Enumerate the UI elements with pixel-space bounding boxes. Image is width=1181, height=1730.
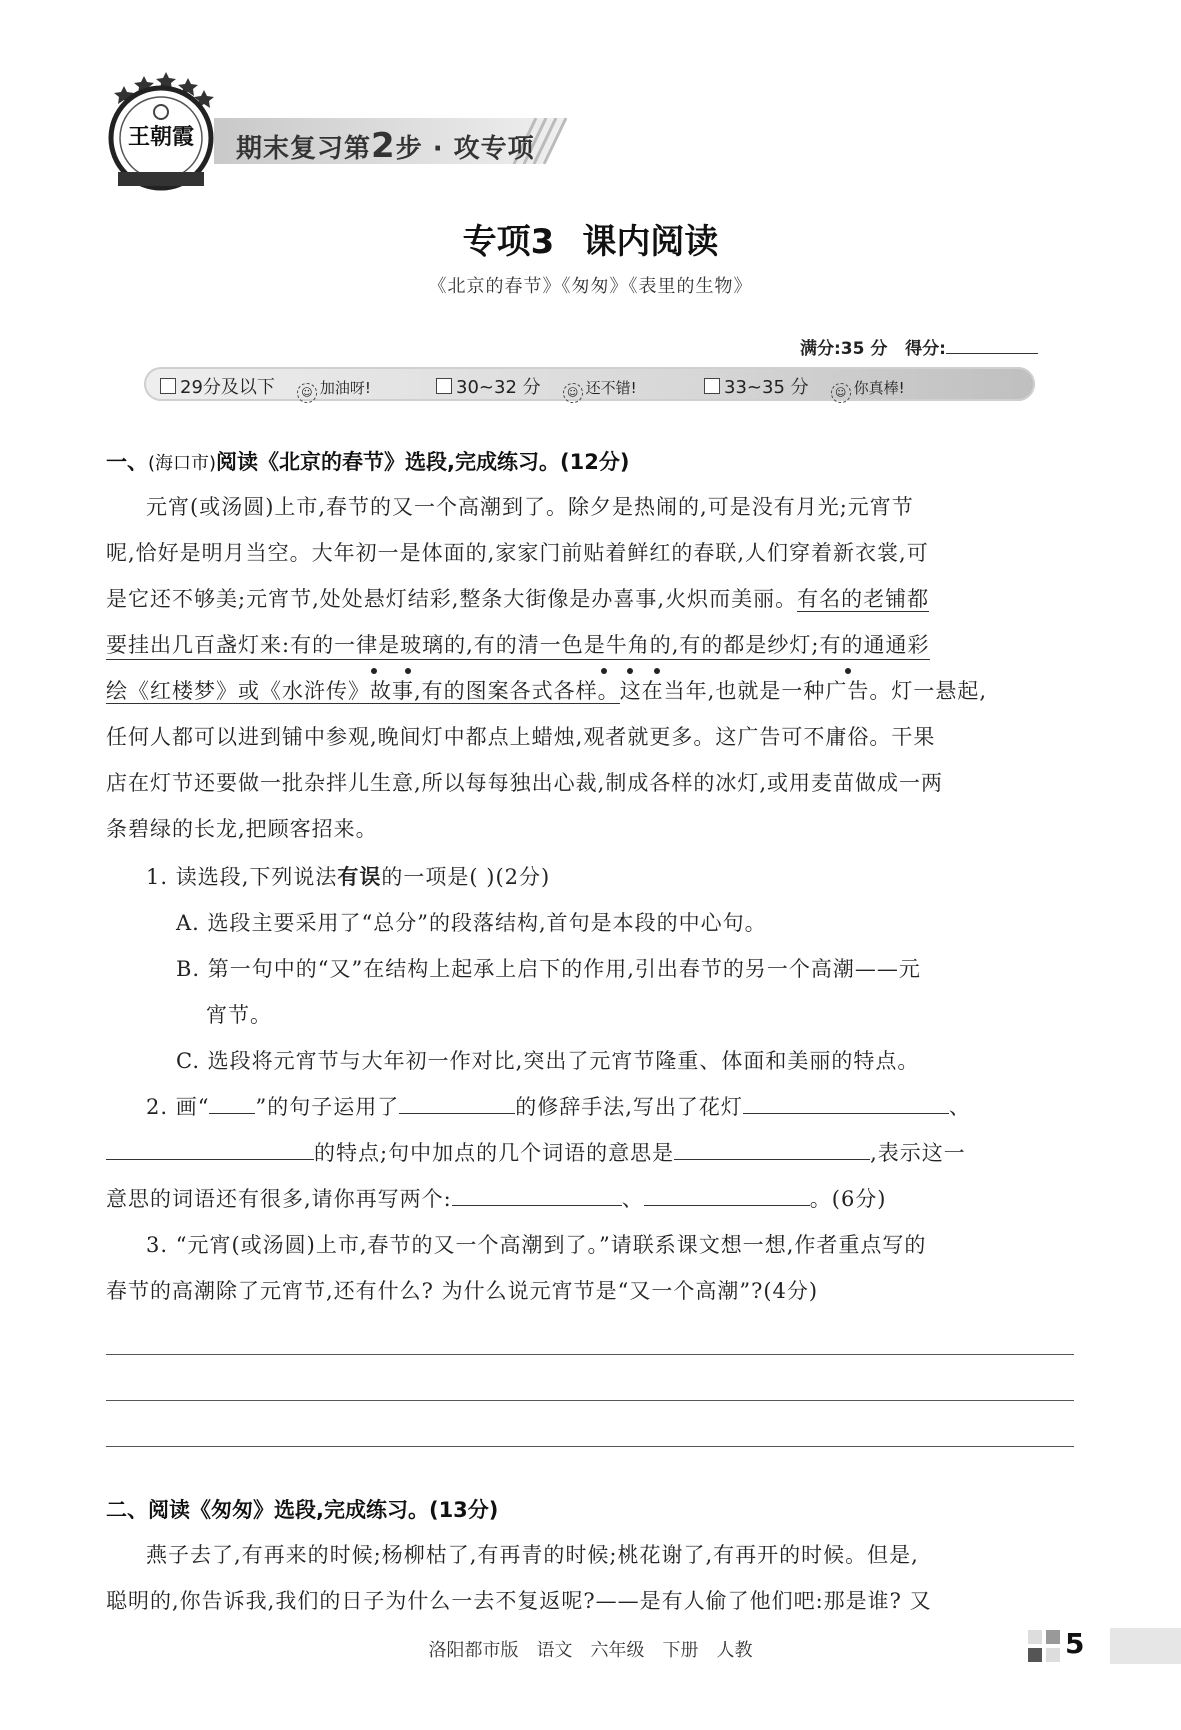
section-source: (海口市) bbox=[148, 453, 217, 474]
question-1 bbox=[146, 861, 550, 891]
brand-logo bbox=[104, 72, 218, 200]
question-text: 、 bbox=[948, 1095, 971, 1119]
underlined-sentence: 有名的老铺都 bbox=[797, 587, 930, 611]
footer bbox=[0, 1636, 1181, 1662]
title-name: 课内阅读 bbox=[582, 222, 719, 262]
option-c: C. 选段将元宵节与大年初一作对比,突出了元宵节隆重、体面和美丽的特点。 bbox=[176, 1049, 920, 1073]
question-text: ”的句子运用了 bbox=[255, 1095, 400, 1119]
grade-item-low bbox=[160, 373, 371, 403]
answer-blank[interactable] bbox=[644, 1185, 810, 1206]
page-number: 5 bbox=[1065, 1627, 1085, 1660]
question-text: 的特点;句中加点的几个词语的意思是 bbox=[314, 1141, 675, 1165]
passage-line: 呢,恰好是明月当空。大年初一是体面的,家家门前贴着鲜红的春联,人们穿着新衣裳,可 bbox=[106, 541, 929, 565]
passage-text: 这在当年,也就是一种广告。灯一悬起, bbox=[619, 679, 988, 703]
question-text: 1. 读选段,下列说法 bbox=[146, 865, 338, 889]
answer-blank[interactable] bbox=[452, 1185, 622, 1206]
grade-range: 30~32 分 bbox=[456, 377, 541, 398]
face-icon: ☺ bbox=[831, 383, 851, 403]
answer-blank[interactable] bbox=[674, 1139, 870, 1160]
checkbox[interactable] bbox=[704, 378, 720, 394]
footer-subject: 语文 bbox=[536, 1640, 573, 1661]
step-banner bbox=[236, 126, 535, 166]
answer-line[interactable] bbox=[106, 1446, 1074, 1447]
checkbox[interactable] bbox=[436, 378, 452, 394]
underlined-sentence: 绘《红楼梦》或《水浒传》故事,有的图案各式各样。 bbox=[106, 679, 620, 703]
emphasis-dot bbox=[601, 668, 607, 674]
section-title: 阅读《北京的春节》选段,完成练习。(12分) bbox=[216, 450, 630, 474]
question-2-line-3 bbox=[106, 1183, 887, 1213]
passage-line: 店在灯节还要做一批杂拌儿生意,所以每每独出心裁,制成各样的冰灯,或用麦苗做成一两 bbox=[106, 771, 944, 795]
question-text: 。(6分) bbox=[809, 1187, 887, 1211]
option-a: A. 选段主要采用了“总分”的段落结构,首句是本段的中心句。 bbox=[176, 911, 767, 935]
question-2 bbox=[146, 1091, 971, 1121]
face-icon: ☺ bbox=[297, 383, 317, 403]
underline-sample bbox=[209, 1093, 255, 1114]
question-text: 的一项是( )(2分) bbox=[381, 865, 551, 889]
passage-line: 条碧绿的长龙,把顾客招来。 bbox=[106, 817, 378, 841]
page-title bbox=[0, 214, 1181, 263]
page-tab bbox=[1110, 1628, 1181, 1664]
question-text: ,表示这一 bbox=[870, 1141, 966, 1165]
answer-blank[interactable] bbox=[399, 1093, 515, 1114]
question-text: 意思的词语还有很多,请你再写两个: bbox=[106, 1187, 452, 1211]
emphasis-dot bbox=[405, 668, 411, 674]
full-score: 满分:35 分 bbox=[800, 339, 888, 359]
page-corner-icon bbox=[1028, 1630, 1060, 1662]
grade-cheer: 加油呀! bbox=[319, 379, 371, 397]
question-3: 3. “元宵(或汤圆)上市,春节的又一个高潮到了。”请联系课文想一想,作者重点写的 bbox=[146, 1233, 927, 1257]
page-subtitle: 《北京的春节》《匆匆》《表里的生物》 bbox=[428, 276, 753, 297]
section-1-heading bbox=[106, 446, 629, 476]
title-number: 专项3 bbox=[462, 222, 555, 262]
passage-line: 元宵(或汤圆)上市,春节的又一个高潮到了。除夕是热闹的,可是没有月光;元宵节 bbox=[146, 495, 914, 519]
footer-grade: 六年级 bbox=[590, 1640, 645, 1661]
grade-item-high bbox=[704, 373, 905, 403]
banner-prefix: 期末复习第 bbox=[236, 134, 372, 164]
emphasis-dot bbox=[627, 668, 633, 674]
passage-text: 是它还不够美;元宵节,处处悬灯结彩,整条大街像是办喜事,火炽而美丽。 bbox=[106, 587, 798, 611]
answer-blank[interactable] bbox=[106, 1139, 314, 1160]
footer-publisher: 人教 bbox=[716, 1640, 753, 1661]
footer-volume: 下册 bbox=[662, 1640, 699, 1661]
emphasis-dot bbox=[371, 668, 377, 674]
section-2-heading: 二、阅读《匆匆》选段,完成练习。(13分) bbox=[106, 1498, 499, 1522]
face-icon: ☺ bbox=[563, 383, 583, 403]
score-line bbox=[800, 334, 1038, 359]
section-number: 一、 bbox=[106, 450, 148, 474]
passage-line: 任何人都可以进到铺中参观,晚间灯中都点上蜡烛,观者就更多。这广告可不庸俗。干果 bbox=[106, 725, 936, 749]
passage-line: 聪明的,你告诉我,我们的日子为什么一去不复返呢?——是有人偷了他们吧:那是谁? 又 bbox=[106, 1589, 932, 1613]
option-b: B. 第一句中的“又”在结构上起承上启下的作用,引出春节的另一个高潮——元 bbox=[176, 957, 921, 981]
passage-line: 燕子去了,有再来的时候;杨柳枯了,有再青的时候;桃花谢了,有再开的时候。但是, bbox=[146, 1543, 919, 1567]
grade-item-mid bbox=[436, 373, 637, 403]
grade-cheer: 还不错! bbox=[585, 379, 637, 397]
question-text: 、 bbox=[621, 1187, 644, 1211]
question-text: 2. 画“ bbox=[146, 1095, 210, 1119]
question-3-line-2: 春节的高潮除了元宵节,还有什么? 为什么说元宵节是“又一个高潮”?(4分) bbox=[106, 1279, 819, 1303]
emphasis-dot bbox=[654, 668, 660, 674]
passage-line bbox=[106, 675, 987, 705]
banner-step: 2 bbox=[371, 126, 396, 166]
answer-blank[interactable] bbox=[743, 1093, 949, 1114]
option-b-cont: 宵节。 bbox=[206, 1003, 272, 1027]
footer-edition: 洛阳都市版 bbox=[428, 1640, 519, 1661]
passage-line bbox=[106, 583, 929, 613]
grade-range: 33~35 分 bbox=[724, 377, 809, 398]
grade-bar bbox=[144, 367, 1035, 401]
answer-line[interactable] bbox=[106, 1354, 1074, 1355]
grade-range: 29分及以下 bbox=[180, 377, 275, 398]
question-text: 的修辞手法,写出了花灯 bbox=[515, 1095, 743, 1119]
checkbox[interactable] bbox=[160, 378, 176, 394]
question-2-line-2 bbox=[106, 1137, 966, 1167]
grade-cheer: 你真棒! bbox=[853, 379, 905, 397]
emphasis-dot bbox=[845, 668, 851, 674]
underlined-sentence-line: 要挂出几百盏灯来:有的一律是玻璃的,有的清一色是牛角的,有的都是纱灯;有的通通彩 bbox=[106, 629, 930, 660]
score-label: 得分: bbox=[905, 339, 946, 359]
question-emphasis: 有误 bbox=[337, 864, 382, 889]
logo-text: 王朝霞 bbox=[127, 124, 195, 150]
banner-suffix: 步 · 攻专项 bbox=[395, 134, 535, 164]
score-blank[interactable] bbox=[946, 337, 1038, 354]
answer-line[interactable] bbox=[106, 1400, 1074, 1401]
